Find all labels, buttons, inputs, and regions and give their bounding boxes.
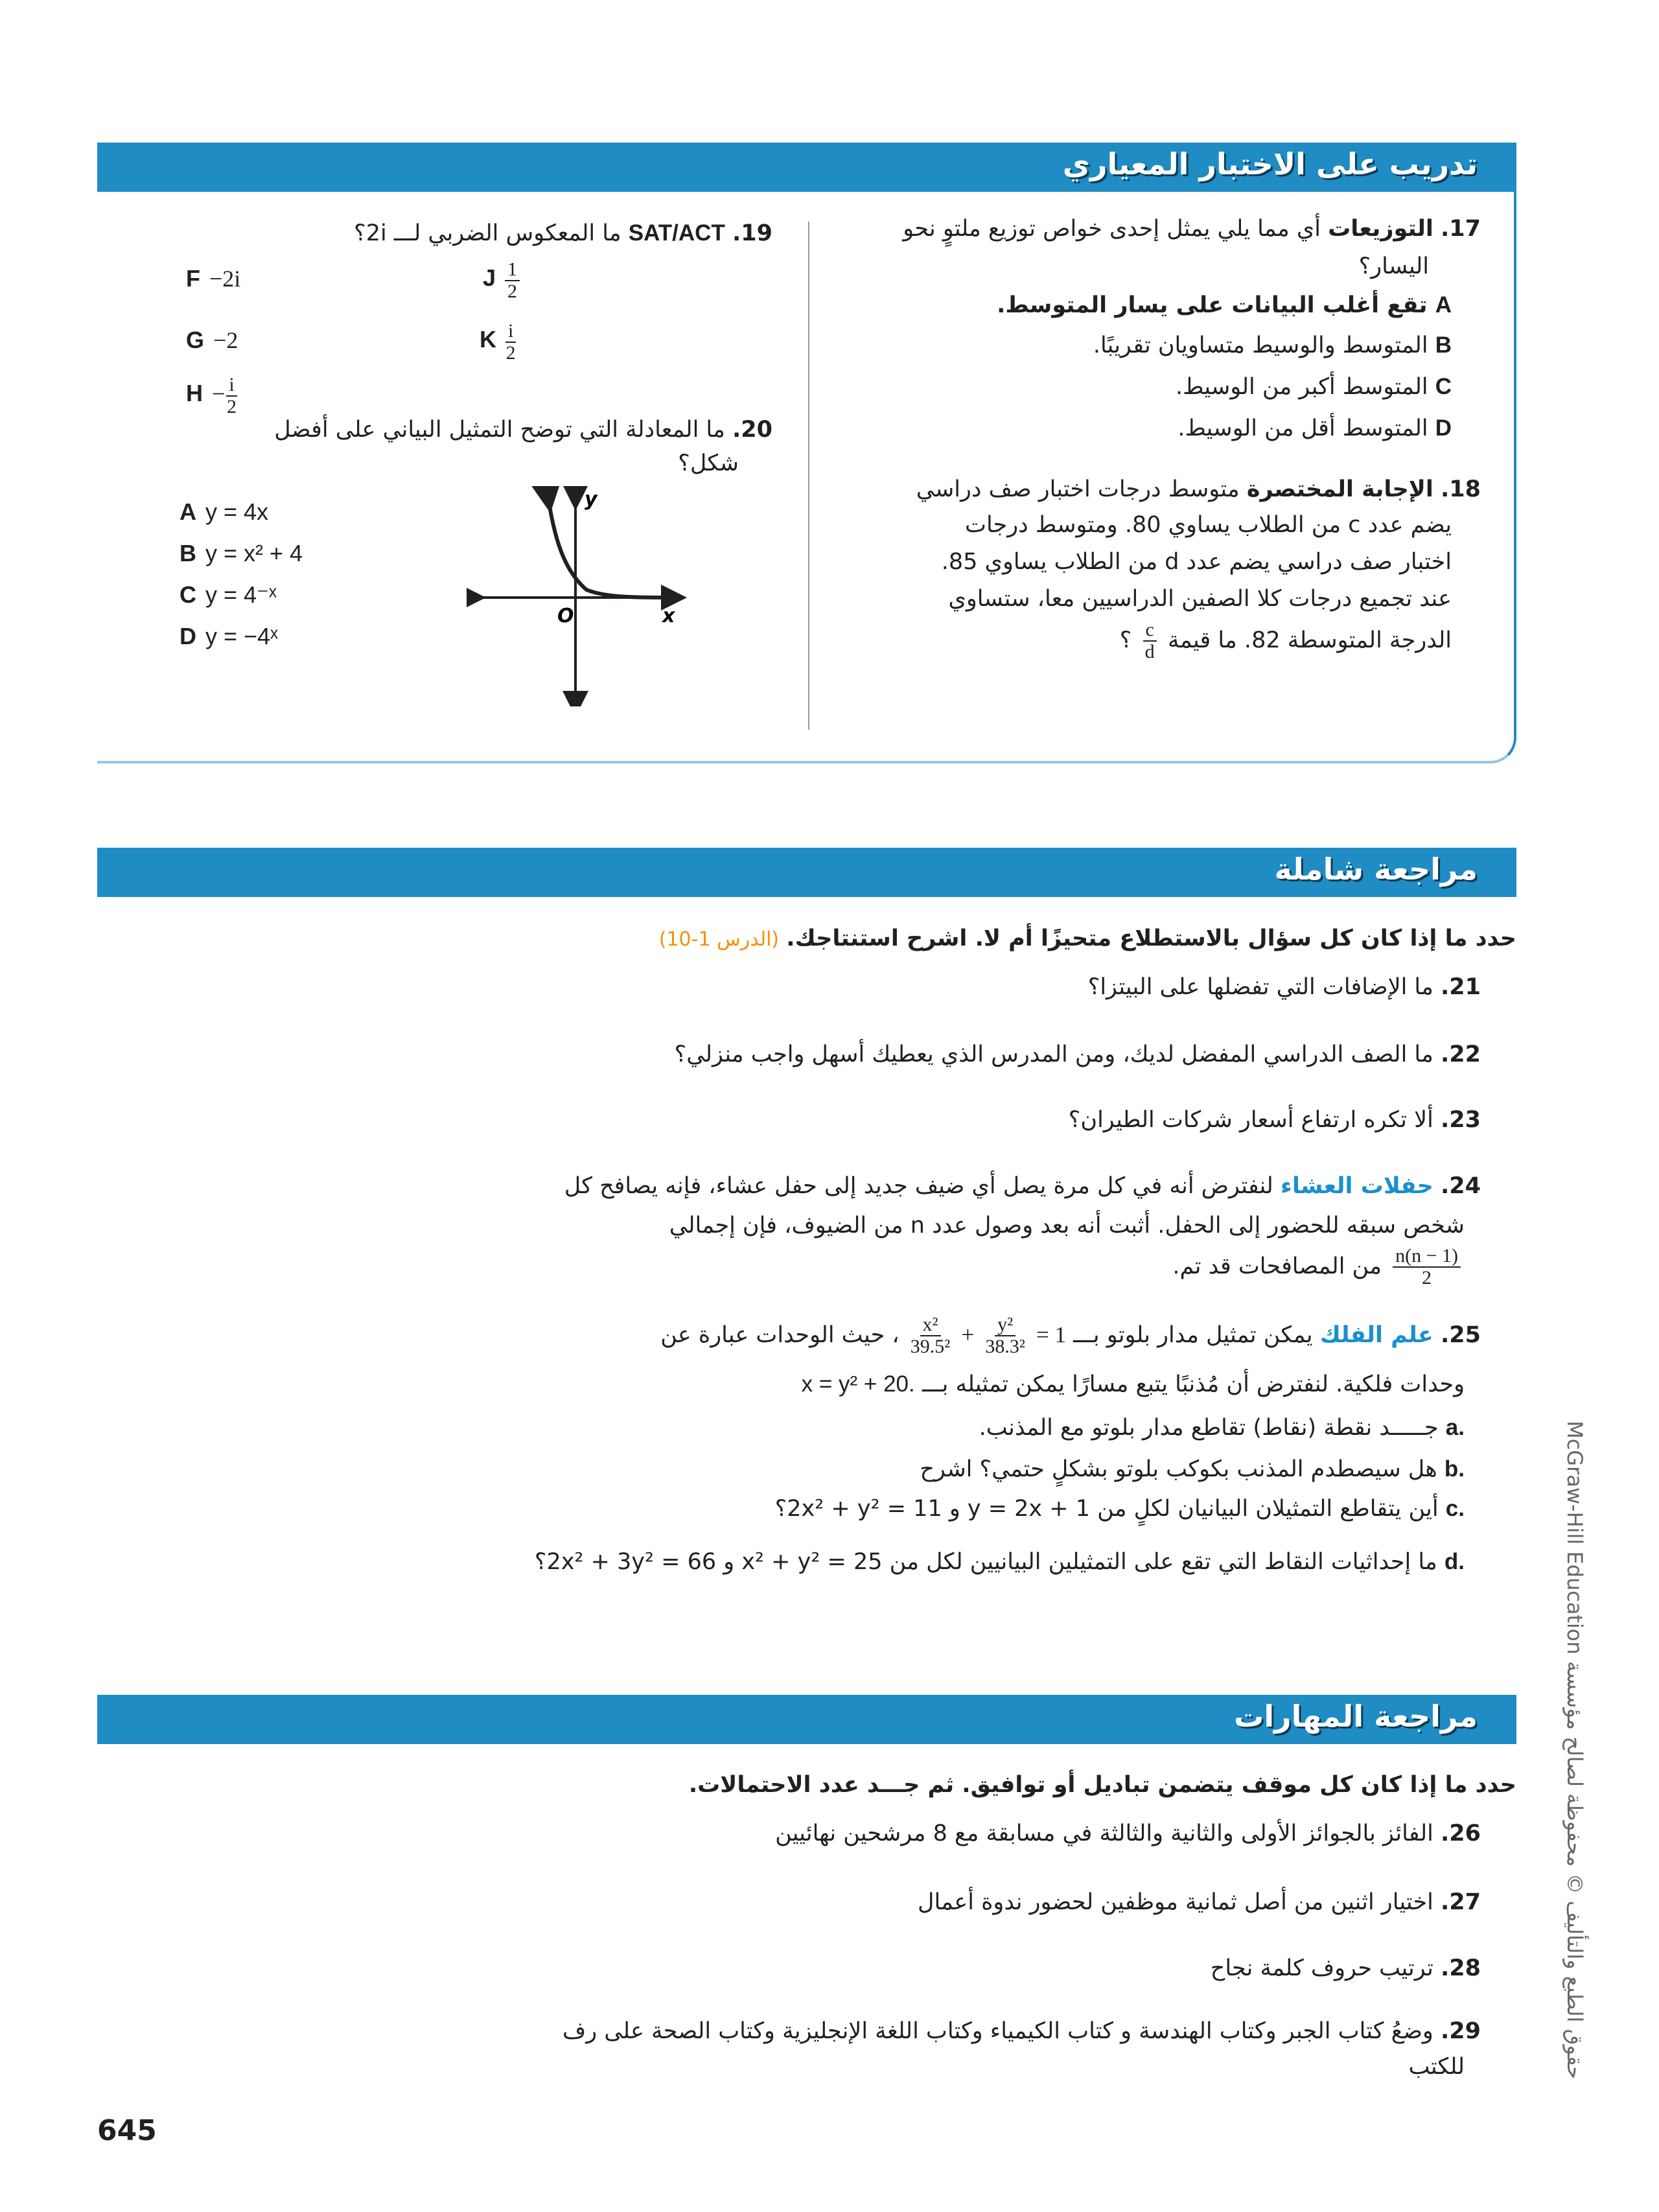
section-title: تدريب على الاختبار المعياري	[1062, 146, 1478, 181]
question-number: 20.	[732, 417, 772, 443]
section2-instruction	[659, 922, 1516, 956]
fraction-handshakes	[1393, 1246, 1461, 1288]
question-number: 28.	[1440, 1955, 1481, 1981]
curve	[548, 494, 673, 598]
choice-letter: B	[180, 540, 196, 566]
denominator: 2	[1422, 1267, 1432, 1288]
origin-label: O	[557, 605, 574, 627]
choice-text: تقع أغلب البيانات على يسار المتوسط.	[997, 292, 1428, 318]
instruction-text: حدد ما إذا كان كل سؤال بالاستطلاع متحيزًا أم لا. اشرح استنتاجك.	[786, 926, 1516, 951]
question-mark: ؟	[1119, 627, 1132, 653]
question-text: يمكن تمثيل مدار بلوتو بـــ	[1073, 1322, 1313, 1348]
denominator: 38.3²	[985, 1336, 1025, 1357]
choice-letter: A	[1435, 292, 1452, 318]
question-17	[903, 213, 1481, 245]
choice-letter: D	[180, 623, 196, 649]
numerator: c	[1143, 620, 1157, 642]
question-25d	[535, 1546, 1465, 1578]
question-24-line2: شخص سبقه للحضور إلى الحفل. أثبت أنه بعد وصول عدد n من الضيوف، فإن إجمالي	[669, 1213, 1465, 1239]
question-29	[563, 2015, 1481, 2047]
choice-letter: J	[483, 264, 496, 292]
q19-choice-h[interactable]	[186, 375, 238, 417]
question-keyword: SAT/ACT	[628, 220, 725, 246]
q25-part-a	[979, 1412, 1465, 1444]
denominator: 39.5²	[910, 1336, 951, 1357]
part-letter: d.	[1444, 1549, 1465, 1574]
copyright-notice: حقوق الطبع والتأليف © محفوظة لصالح مؤسسة McGraw-Hill Education	[1562, 1421, 1587, 2079]
q19-choice-g[interactable]	[186, 324, 238, 356]
part-text: ما إحداثيات النقاط التي تقع على التمثيلين البيانيين لكل من x² + y² = 25 و 2x² + 3y² = 66؟	[534, 1549, 1437, 1575]
choice-letter: C	[1435, 374, 1452, 399]
numerator: i	[226, 375, 237, 397]
question-18	[916, 473, 1481, 506]
question-number: 29.	[1440, 2018, 1481, 2044]
q19-choice-f[interactable]	[186, 262, 240, 295]
fraction-x	[911, 1314, 951, 1357]
question-text: لنفترض أنه في كل مرة يصل أي ضيف جديد إلى حفل عشاء، فإنه يصافح كل	[564, 1173, 1273, 1199]
part-text: أين يتقاطع التمثيلان البيانيان لكلٍ من y = 2x + 1 و 2x² + y² = 11؟	[774, 1496, 1439, 1522]
choice-letter: C	[180, 581, 196, 608]
choice-letter: D	[1435, 415, 1452, 441]
choice-text: −2	[213, 327, 238, 353]
question-text: ترتيب حروف كلمة نجاح	[1210, 1955, 1433, 1981]
part-text: جـــــد نقطة (نقاط) تقاطع مدار بلوتو مع المذنب.	[979, 1415, 1439, 1441]
q20-choice-b[interactable]	[180, 537, 303, 570]
section-title: مراجعة شاملة	[1274, 852, 1478, 887]
question-number: 24.	[1440, 1173, 1481, 1199]
minus-sign: −	[212, 380, 226, 407]
question-21	[1088, 971, 1481, 1003]
numerator: n(n − 1)	[1393, 1246, 1461, 1268]
numerator: i	[505, 321, 516, 343]
choice-letter: G	[186, 327, 205, 353]
choice-letter: F	[186, 265, 200, 292]
section-header-comprehensive-review	[97, 848, 1516, 897]
choice-letter: H	[186, 380, 203, 407]
lesson-reference-link[interactable]: (الدرس 1-10)	[658, 928, 780, 951]
question-number: 25.	[1440, 1322, 1481, 1348]
section3-instruction: حدد ما إذا كان كل موقف يتضمن تباديل أو توافيق. ثم جـــد عدد الاحتمالات.	[688, 1772, 1516, 1798]
question-19	[354, 217, 772, 250]
y-axis-label: y	[585, 488, 597, 511]
section-header-standardized-test	[97, 143, 1516, 192]
question-text: متوسط درجات اختبار صف دراسي	[916, 476, 1240, 502]
question-text: الفائز بالجوائز الأولى والثانية والثالثة في مسابقة مع 8 مرشحين نهائيين	[775, 1821, 1433, 1846]
numerator: y²	[995, 1314, 1015, 1336]
question-text: ما المعادلة التي توضح التمثيل البياني على أفضل	[274, 417, 725, 443]
part-letter: c.	[1445, 1496, 1465, 1521]
plus-sign: +	[961, 1322, 975, 1347]
question-29-cont: للكتب	[1408, 2054, 1465, 2080]
question-26	[775, 1817, 1481, 1850]
question-number: 23.	[1440, 1107, 1481, 1133]
q19-choice-j[interactable]	[483, 259, 520, 302]
question-20	[274, 413, 772, 446]
choice-text: المتوسط والوسيط متساويان تقريبًا.	[1093, 332, 1428, 358]
question-27	[918, 1886, 1481, 1918]
q20-choice-c[interactable]	[180, 579, 277, 612]
question-text: ألا تكره ارتفاع أسعار شركات الطيران؟	[1068, 1107, 1433, 1133]
exponential-graph	[467, 486, 687, 706]
question-text: الدرجة المتوسطة 82. ما قيمة	[1167, 627, 1452, 653]
question-number: 21.	[1440, 974, 1481, 1000]
question-22	[675, 1038, 1481, 1071]
question-number: 19.	[732, 220, 772, 246]
question-text: ما الإضافات التي تفضلها على البيتزا؟	[1087, 974, 1433, 1000]
x-axis-label: x	[662, 605, 675, 627]
question-17-text-cont: اليسار؟	[1358, 253, 1429, 279]
q17-choice-b[interactable]	[1093, 329, 1452, 362]
choice-text: y = x² + 4	[205, 540, 303, 566]
choice-letter: B	[1435, 332, 1452, 358]
question-24-line3	[1172, 1246, 1465, 1288]
question-25-line2	[802, 1368, 1465, 1401]
choice-text: y = −4ˣ	[205, 623, 278, 649]
q17-choice-d[interactable]	[1178, 412, 1452, 445]
question-number: 18.	[1440, 476, 1481, 502]
question-text: ، حيث الوحدات عبارة عن	[660, 1322, 899, 1348]
q17-choice-c[interactable]	[1176, 371, 1452, 403]
question-text: اختيار اثنين من أصل ثمانية موظفين لحضور ندوة أعمال	[918, 1889, 1433, 1915]
question-keyword: الإجابة المختصرة	[1246, 476, 1433, 502]
question-number: 27.	[1440, 1889, 1481, 1915]
choice-text: المتوسط أكبر من الوسيط.	[1176, 374, 1428, 400]
question-24	[564, 1170, 1481, 1202]
denominator: 2	[226, 396, 237, 417]
q20-choice-a[interactable]	[180, 496, 268, 529]
question-number: 17.	[1440, 216, 1481, 242]
question-number: 22.	[1440, 1042, 1481, 1067]
fraction-y	[985, 1314, 1025, 1357]
section-title: مراجعة المهارات	[1234, 1699, 1478, 1734]
question-keyword: حفلات العشاء	[1280, 1173, 1433, 1199]
choice-text: y = 4x	[205, 498, 269, 525]
q20-choice-d[interactable]	[180, 620, 278, 653]
question-18-line: اختبار صف دراسي يضم عدد d من الطلاب يساوي 85.	[941, 549, 1452, 575]
part-letter: b.	[1444, 1456, 1465, 1482]
choice-letter: K	[480, 326, 496, 353]
question-18-line-last	[1120, 620, 1452, 662]
question-text: من المصافحات قد تم.	[1172, 1253, 1382, 1279]
question-25	[660, 1314, 1481, 1357]
choice-text: −2i	[209, 266, 241, 292]
fraction-c-over-d	[1143, 620, 1157, 662]
part-text: هل سيصطدم المذنب بكوكب بلوتو بشكلٍ حتمي؟ اشرح	[920, 1456, 1437, 1482]
choice-text: y = 4⁻ˣ	[205, 581, 277, 608]
q19-choice-k[interactable]	[480, 321, 516, 364]
part-letter: a.	[1445, 1415, 1465, 1440]
q25-part-b	[920, 1453, 1465, 1485]
question-number: 26.	[1440, 1821, 1481, 1846]
page-number: 645	[97, 2114, 157, 2147]
denominator: d	[1144, 641, 1155, 662]
question-text: أي مما يلي يمثل إحدى خواص توزيع ملتوٍ نحو	[903, 216, 1321, 242]
equation-part: 1 =	[1036, 1322, 1066, 1347]
numerator: 1	[505, 259, 520, 281]
denominator: 2	[507, 281, 518, 302]
question-28	[1211, 1952, 1481, 1985]
comet-equation: x = y² + 20.	[801, 1371, 915, 1397]
choice-letter: A	[180, 498, 196, 525]
section-header-skills-review	[97, 1695, 1516, 1744]
question-keyword: علم الفلك	[1319, 1322, 1433, 1348]
column-divider	[808, 222, 809, 730]
question-25c	[775, 1493, 1465, 1525]
question-text: وضعُ كتاب الجبر وكتاب الهندسة و كتاب الكيمياء وكتاب اللغة الإنجليزية وكتاب الصحة على رف	[562, 2018, 1433, 2044]
denominator: 2	[505, 342, 516, 364]
numerator: x²	[920, 1314, 941, 1336]
question-text: ما المعكوس الضربي لـــ 2i؟	[354, 220, 621, 246]
question-23	[1069, 1104, 1481, 1136]
question-text: ما الصف الدراسي المفضل لديك، ومن المدرس الذي يعطيك أسهل واجب منزلي؟	[674, 1042, 1433, 1067]
question-18-line: يضم عدد c من الطلاب يساوي 80. ومتوسط درجات	[965, 512, 1452, 538]
choice-text: المتوسط أقل من الوسيط.	[1178, 415, 1428, 441]
question-text: وحدات فلكية. لنفترض أن مُذنبًا يتبع مسارًا يمكن تمثيله بـــ	[922, 1371, 1465, 1397]
question-keyword: التوزيعات	[1328, 216, 1433, 242]
question-18-line: عند تجميع درجات كلا الصفين الدراسيين معا، ستساوي	[948, 586, 1452, 612]
question-20-text-cont: شكل؟	[678, 450, 739, 476]
q17-choice-a[interactable]	[997, 289, 1452, 321]
